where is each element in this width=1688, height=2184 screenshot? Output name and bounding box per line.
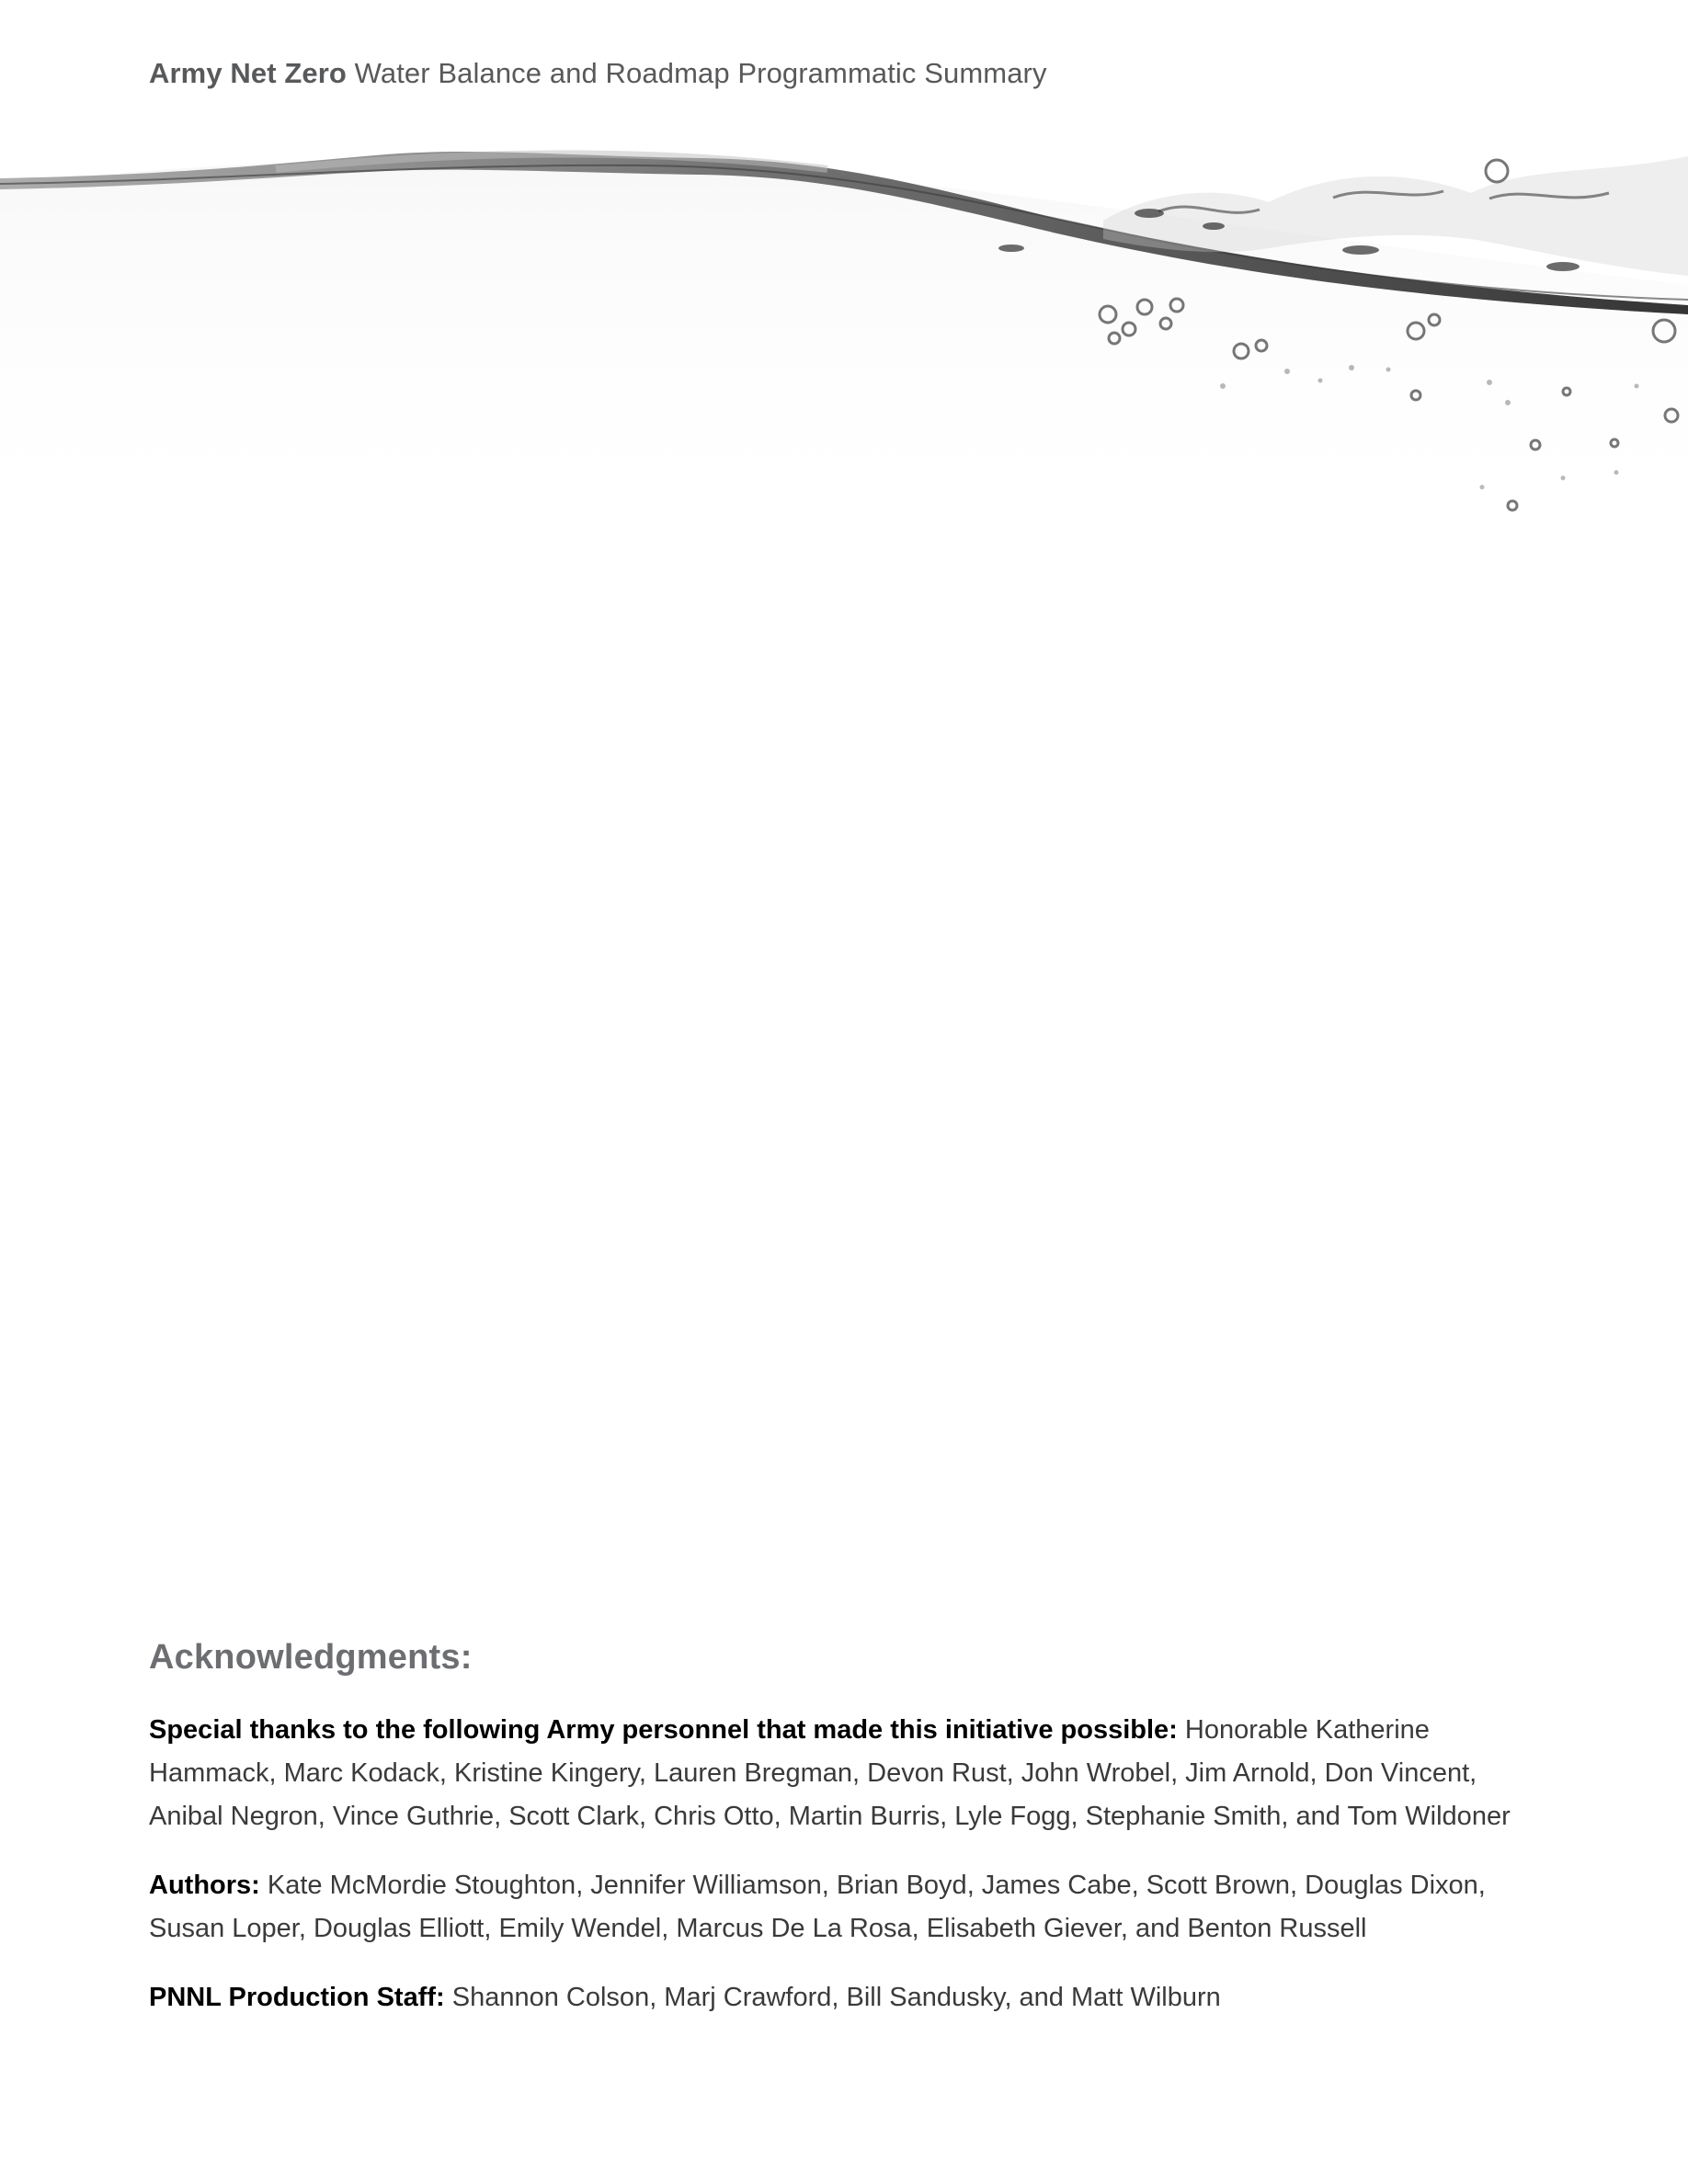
ack-paragraph-authors bbox=[149, 1864, 1528, 1951]
ack-paragraph-army-personnel bbox=[149, 1709, 1528, 1838]
header-title-bold: Army Net Zero bbox=[149, 57, 347, 89]
header-title-rest: Water Balance and Roadmap Programmatic Summary bbox=[354, 57, 1047, 89]
ack-lead: Special thanks to the following Army personnel that made this initiative possible: bbox=[149, 1715, 1178, 1745]
running-header bbox=[149, 57, 1047, 90]
acknowledgments-section bbox=[149, 1638, 1528, 2045]
ack-lead: PNNL Production Staff: bbox=[149, 1983, 445, 2012]
ack-names: Honorable Katherine Hammack, Marc Kodack, Kristine Kingery, Lauren Bregman, Devon Rust, John Wrobel, Jim Arnold, Don Vincent, Anibal Negron, Vince Guthrie, Scott Clark, Chris Otto, Martin Burris, Lyle Fogg, Stephanie Smith, and Tom Wildoner bbox=[149, 1715, 1511, 1831]
ack-names: Kate McMordie Stoughton, Jennifer Williamson, Brian Boyd, James Cabe, Scott Brown, Douglas Dixon, Susan Loper, Douglas Elliott, Emily Wendel, Marcus De La Rosa, Elisabeth Giever, and Benton Russell bbox=[149, 1871, 1486, 1943]
ack-lead: Authors: bbox=[149, 1871, 260, 1900]
acknowledgments-heading: Acknowledgments: bbox=[149, 1638, 473, 1677]
ack-names: Shannon Colson, Marj Crawford, Bill Sandusky, and Matt Wilburn bbox=[451, 1983, 1221, 2012]
ack-paragraph-production-staff bbox=[149, 1976, 1528, 2019]
water-splash-image bbox=[0, 110, 1688, 542]
